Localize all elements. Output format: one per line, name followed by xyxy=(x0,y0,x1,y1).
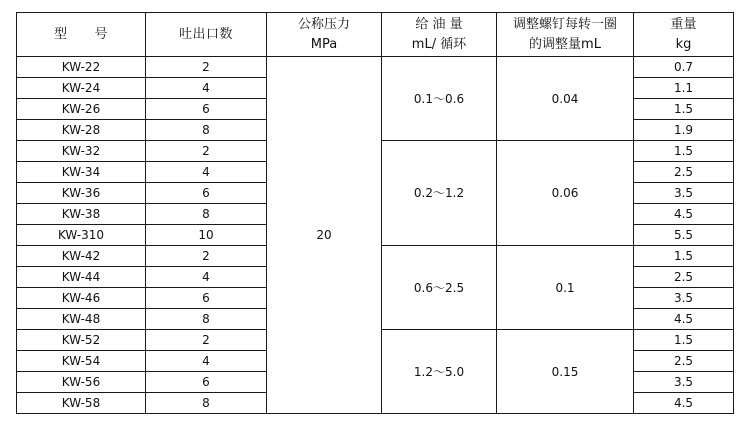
weight-cell-text: 0.7 xyxy=(673,60,694,74)
flow-range-cell-text: 0.1～0.6 xyxy=(413,91,465,106)
outlets-cell-text: 2 xyxy=(202,333,210,347)
weight-cell xyxy=(634,183,734,204)
weight-cell xyxy=(634,162,734,183)
weight-cell-text: 1.5 xyxy=(673,333,694,347)
header-row xyxy=(17,13,734,57)
flow-range-cell-text: 0.2～1.2 xyxy=(413,186,465,200)
outlets-cell-text: 10 xyxy=(198,228,214,242)
outlets-cell xyxy=(146,330,267,351)
header-pressure-unit: MPa xyxy=(310,36,338,52)
weight-cell-text: 2.5 xyxy=(673,354,694,368)
header-model xyxy=(17,13,146,57)
header-pressure-label: 公称压力 xyxy=(297,16,350,32)
model-cell-text: KW-52 xyxy=(61,333,101,347)
header-adjust-unit: 的调整量mL xyxy=(529,36,601,52)
model-cell-text: KW-36 xyxy=(61,186,101,200)
outlets-cell xyxy=(146,99,267,120)
flow-range-cell xyxy=(382,57,497,141)
model-cell-text: KW-46 xyxy=(61,291,101,305)
header-outlets xyxy=(146,13,267,57)
weight-cell-text: 3.5 xyxy=(673,186,694,200)
outlets-cell xyxy=(146,120,267,141)
outlets-cell xyxy=(146,246,267,267)
model-cell xyxy=(17,78,146,99)
model-cell-text: KW-42 xyxy=(61,249,101,263)
weight-cell-text: 5.5 xyxy=(673,228,694,242)
model-cell xyxy=(17,183,146,204)
weight-cell-text: 1.5 xyxy=(673,249,694,263)
outlets-cell xyxy=(146,162,267,183)
header-weight xyxy=(634,13,734,57)
adjust-amount-cell-text: 0.15 xyxy=(551,364,579,379)
model-cell-text: KW-22 xyxy=(61,60,101,74)
weight-cell xyxy=(634,351,734,372)
header-adjust xyxy=(497,13,634,57)
outlets-cell-text: 4 xyxy=(202,81,210,95)
model-cell xyxy=(17,351,146,372)
outlets-cell xyxy=(146,183,267,204)
header-pressure xyxy=(267,13,382,57)
outlets-cell xyxy=(146,57,267,78)
weight-cell-text: 1.5 xyxy=(673,144,694,158)
adjust-amount-cell xyxy=(497,330,634,414)
model-cell-text: KW-24 xyxy=(61,81,101,95)
weight-cell-text: 3.5 xyxy=(673,291,694,305)
model-cell xyxy=(17,204,146,225)
model-cell xyxy=(17,141,146,162)
outlets-cell-text: 4 xyxy=(202,354,210,368)
table-row xyxy=(17,57,734,78)
weight-cell xyxy=(634,57,734,78)
outlets-cell-text: 8 xyxy=(202,123,210,137)
spec-table xyxy=(16,12,734,414)
outlets-cell xyxy=(146,351,267,372)
outlets-cell xyxy=(146,288,267,309)
weight-cell xyxy=(634,267,734,288)
adjust-amount-cell xyxy=(497,246,634,330)
weight-cell-text: 3.5 xyxy=(673,375,694,389)
adjust-amount-cell xyxy=(497,57,634,141)
flow-range-cell xyxy=(382,330,497,414)
outlets-cell-text: 2 xyxy=(202,249,210,263)
model-cell-text: KW-34 xyxy=(61,165,101,179)
flow-range-cell xyxy=(382,246,497,330)
model-cell xyxy=(17,267,146,288)
model-cell-text: KW-32 xyxy=(61,144,101,158)
model-cell-text: KW-58 xyxy=(61,396,101,410)
outlets-cell xyxy=(146,372,267,393)
model-cell xyxy=(17,330,146,351)
outlets-cell xyxy=(146,309,267,330)
header-flow xyxy=(382,13,497,57)
outlets-cell-text: 8 xyxy=(202,312,210,326)
header-flow-unit: mL/ 循环 xyxy=(411,36,467,52)
model-cell-text: KW-48 xyxy=(61,312,101,326)
outlets-cell-text: 6 xyxy=(202,291,210,305)
model-cell xyxy=(17,162,146,183)
outlets-cell-text: 2 xyxy=(202,60,210,74)
outlets-cell xyxy=(146,267,267,288)
weight-cell xyxy=(634,120,734,141)
model-cell-text: KW-54 xyxy=(61,354,101,368)
model-cell-text: KW-28 xyxy=(61,123,101,137)
model-cell-text: KW-38 xyxy=(61,207,101,221)
outlets-cell-text: 6 xyxy=(202,186,210,200)
outlets-cell xyxy=(146,141,267,162)
outlets-cell xyxy=(146,204,267,225)
weight-cell-text: 1.9 xyxy=(673,123,694,137)
model-cell xyxy=(17,246,146,267)
header-weight-unit: kg xyxy=(675,36,692,52)
outlets-cell-text: 4 xyxy=(202,165,210,179)
model-cell xyxy=(17,57,146,78)
table-body xyxy=(17,13,734,414)
outlets-cell-text: 8 xyxy=(202,207,210,221)
weight-cell xyxy=(634,309,734,330)
header-model-label: 型 号 xyxy=(53,27,108,42)
header-adjust-label: 调整螺钉每转一圈 xyxy=(512,16,617,32)
header-flow-label: 给 油 量 xyxy=(415,16,463,32)
outlets-cell-text: 8 xyxy=(202,396,210,410)
flow-range-cell xyxy=(382,141,497,246)
flow-range-cell-text: 1.2～5.0 xyxy=(413,364,465,379)
outlets-cell xyxy=(146,393,267,414)
weight-cell-text: 4.5 xyxy=(673,396,694,410)
weight-cell xyxy=(634,99,734,120)
model-cell-text: KW-310 xyxy=(57,228,105,242)
outlets-cell xyxy=(146,225,267,246)
outlets-cell-text: 6 xyxy=(202,375,210,389)
model-cell-text: KW-44 xyxy=(61,270,101,284)
weight-cell-text: 2.5 xyxy=(673,270,694,284)
model-cell xyxy=(17,372,146,393)
pressure-cell xyxy=(267,57,382,414)
flow-range-cell-text: 0.6～2.5 xyxy=(413,280,465,295)
model-cell-text: KW-26 xyxy=(61,102,101,116)
outlets-cell xyxy=(146,78,267,99)
pressure-cell-text: 20 xyxy=(316,228,332,242)
model-cell xyxy=(17,309,146,330)
weight-cell-text: 1.1 xyxy=(673,81,694,95)
model-cell-text: KW-56 xyxy=(61,375,101,389)
model-cell xyxy=(17,99,146,120)
adjust-amount-cell xyxy=(497,141,634,246)
model-cell xyxy=(17,393,146,414)
model-cell xyxy=(17,120,146,141)
weight-cell-text: 4.5 xyxy=(673,312,694,326)
adjust-amount-cell-text: 0.06 xyxy=(551,186,579,200)
weight-cell-text: 4.5 xyxy=(673,207,694,221)
adjust-amount-cell-text: 0.04 xyxy=(551,91,579,106)
weight-cell xyxy=(634,141,734,162)
weight-cell xyxy=(634,330,734,351)
adjust-amount-cell-text: 0.1 xyxy=(555,280,575,295)
weight-cell-text: 1.5 xyxy=(673,102,694,116)
header-weight-label: 重量 xyxy=(670,16,697,32)
outlets-cell-text: 4 xyxy=(202,270,210,284)
weight-cell xyxy=(634,225,734,246)
weight-cell xyxy=(634,246,734,267)
weight-cell-text: 2.5 xyxy=(673,165,694,179)
weight-cell xyxy=(634,78,734,99)
weight-cell xyxy=(634,288,734,309)
model-cell xyxy=(17,225,146,246)
outlets-cell-text: 2 xyxy=(202,144,210,158)
weight-cell xyxy=(634,393,734,414)
weight-cell xyxy=(634,204,734,225)
outlets-cell-text: 6 xyxy=(202,102,210,116)
header-outlets-label: 吐出口数 xyxy=(178,27,233,42)
model-cell xyxy=(17,288,146,309)
weight-cell xyxy=(634,372,734,393)
